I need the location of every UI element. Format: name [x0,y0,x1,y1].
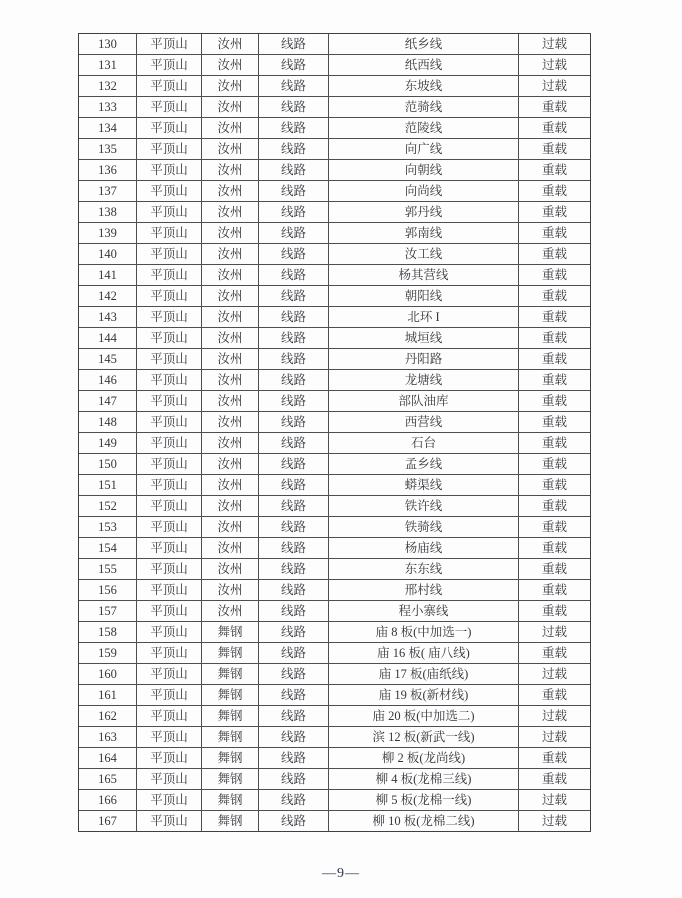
line-name-cell: 向广线 [329,139,519,160]
asset-type-cell: 线路 [259,181,329,202]
district-cell: 汝州 [202,76,259,97]
city-cell: 平顶山 [137,202,202,223]
row-number-cell: 141 [79,265,137,286]
district-cell: 汝州 [202,118,259,139]
line-name-cell: 滨 12 板(新武一线) [329,727,519,748]
city-cell: 平顶山 [137,97,202,118]
table-row [79,790,591,811]
row-number-cell: 164 [79,748,137,769]
asset-type-cell: 线路 [259,34,329,55]
table-row [79,391,591,412]
row-number-cell: 132 [79,76,137,97]
district-cell: 汝州 [202,34,259,55]
table-row [79,811,591,832]
city-cell: 平顶山 [137,517,202,538]
table-row [79,76,591,97]
district-cell: 舞钢 [202,811,259,832]
row-number-cell: 149 [79,433,137,454]
load-status-cell: 重载 [519,265,591,286]
line-name-cell: 铁骑线 [329,517,519,538]
table-row [79,139,591,160]
row-number-cell: 152 [79,496,137,517]
line-name-cell: 杨其营线 [329,265,519,286]
district-cell: 舞钢 [202,727,259,748]
table-row [79,622,591,643]
city-cell: 平顶山 [137,580,202,601]
asset-type-cell: 线路 [259,664,329,685]
city-cell: 平顶山 [137,55,202,76]
table-row [79,580,591,601]
table-row [79,370,591,391]
row-number-cell: 150 [79,454,137,475]
asset-type-cell: 线路 [259,139,329,160]
load-status-cell: 重载 [519,307,591,328]
city-cell: 平顶山 [137,76,202,97]
asset-type-cell: 线路 [259,685,329,706]
line-name-cell: 龙塘线 [329,370,519,391]
table-row [79,601,591,622]
asset-type-cell: 线路 [259,622,329,643]
row-number-cell: 139 [79,223,137,244]
page-number: —9— [322,866,360,881]
asset-type-cell: 线路 [259,580,329,601]
line-name-cell: 庙 16 板( 庙八线) [329,643,519,664]
load-status-cell: 重载 [519,454,591,475]
line-name-cell: 柳 4 板(龙棉三线) [329,769,519,790]
city-cell: 平顶山 [137,538,202,559]
asset-type-cell: 线路 [259,538,329,559]
line-name-cell: 杨庙线 [329,538,519,559]
table-row [79,118,591,139]
row-number-cell: 145 [79,349,137,370]
row-number-cell: 159 [79,643,137,664]
load-status-cell: 过载 [519,34,591,55]
asset-type-cell: 线路 [259,202,329,223]
district-cell: 汝州 [202,580,259,601]
city-cell: 平顶山 [137,727,202,748]
asset-type-cell: 线路 [259,517,329,538]
row-number-cell: 140 [79,244,137,265]
district-cell: 汝州 [202,265,259,286]
city-cell: 平顶山 [137,496,202,517]
table-row [79,412,591,433]
load-status-cell: 重载 [519,748,591,769]
district-cell: 汝州 [202,202,259,223]
line-name-cell: 庙 8 板(中加选一) [329,622,519,643]
row-number-cell: 151 [79,475,137,496]
row-number-cell: 163 [79,727,137,748]
load-status-cell: 重载 [519,538,591,559]
load-status-cell: 重载 [519,160,591,181]
district-cell: 汝州 [202,433,259,454]
city-cell: 平顶山 [137,370,202,391]
load-status-cell: 过载 [519,706,591,727]
city-cell: 平顶山 [137,328,202,349]
table-row [79,286,591,307]
row-number-cell: 131 [79,55,137,76]
district-cell: 舞钢 [202,685,259,706]
city-cell: 平顶山 [137,559,202,580]
city-cell: 平顶山 [137,307,202,328]
city-cell: 平顶山 [137,139,202,160]
table-row [79,538,591,559]
district-cell: 汝州 [202,286,259,307]
line-name-cell: 纸乡线 [329,34,519,55]
load-status-cell: 过载 [519,55,591,76]
line-name-cell: 向尚线 [329,181,519,202]
row-number-cell: 142 [79,286,137,307]
table-row [79,706,591,727]
load-status-cell: 重载 [519,769,591,790]
row-number-cell: 133 [79,97,137,118]
district-cell: 舞钢 [202,643,259,664]
load-status-cell: 重载 [519,97,591,118]
row-number-cell: 153 [79,517,137,538]
line-name-cell: 西营线 [329,412,519,433]
table-row [79,34,591,55]
asset-type-cell: 线路 [259,433,329,454]
load-status-cell: 过载 [519,727,591,748]
table-row [79,727,591,748]
district-cell: 舞钢 [202,706,259,727]
load-status-cell: 重载 [519,244,591,265]
load-status-cell: 重载 [519,559,591,580]
asset-type-cell: 线路 [259,97,329,118]
line-name-cell: 邢村线 [329,580,519,601]
district-cell: 汝州 [202,160,259,181]
line-name-cell: 庙 17 板(庙纸线) [329,664,519,685]
city-cell: 平顶山 [137,664,202,685]
table-row [79,433,591,454]
district-cell: 汝州 [202,559,259,580]
load-status-cell: 重载 [519,601,591,622]
line-name-cell: 庙 19 板(新材线) [329,685,519,706]
city-cell: 平顶山 [137,622,202,643]
row-number-cell: 162 [79,706,137,727]
line-name-cell: 石台 [329,433,519,454]
asset-type-cell: 线路 [259,790,329,811]
row-number-cell: 148 [79,412,137,433]
asset-type-cell: 线路 [259,307,329,328]
row-number-cell: 143 [79,307,137,328]
district-cell: 汝州 [202,475,259,496]
line-name-cell: 纸西线 [329,55,519,76]
asset-type-cell: 线路 [259,328,329,349]
table-row [79,496,591,517]
table-row [79,349,591,370]
line-name-cell: 东坡线 [329,76,519,97]
line-name-cell: 孟乡线 [329,454,519,475]
district-cell: 舞钢 [202,622,259,643]
district-cell: 汝州 [202,307,259,328]
city-cell: 平顶山 [137,433,202,454]
row-number-cell: 136 [79,160,137,181]
city-cell: 平顶山 [137,475,202,496]
load-status-cell: 重载 [519,370,591,391]
city-cell: 平顶山 [137,286,202,307]
asset-type-cell: 线路 [259,475,329,496]
city-cell: 平顶山 [137,685,202,706]
table-row [79,265,591,286]
district-cell: 汝州 [202,97,259,118]
load-status-cell: 重载 [519,391,591,412]
load-status-cell: 重载 [519,496,591,517]
district-cell: 汝州 [202,538,259,559]
table-row [79,55,591,76]
line-name-cell: 程小寨线 [329,601,519,622]
load-status-cell: 重载 [519,118,591,139]
row-number-cell: 165 [79,769,137,790]
line-name-cell: 铁许线 [329,496,519,517]
table-row [79,475,591,496]
load-status-cell: 重载 [519,328,591,349]
load-status-cell: 重载 [519,139,591,160]
city-cell: 平顶山 [137,349,202,370]
row-number-cell: 134 [79,118,137,139]
row-number-cell: 157 [79,601,137,622]
district-cell: 汝州 [202,391,259,412]
row-number-cell: 161 [79,685,137,706]
district-cell: 汝州 [202,454,259,475]
line-name-cell: 郭丹线 [329,202,519,223]
load-status-cell: 重载 [519,412,591,433]
district-cell: 汝州 [202,181,259,202]
table-row [79,454,591,475]
asset-type-cell: 线路 [259,349,329,370]
district-cell: 舞钢 [202,748,259,769]
city-cell: 平顶山 [137,223,202,244]
line-name-cell: 蟒渠线 [329,475,519,496]
district-cell: 汝州 [202,370,259,391]
line-name-cell: 向朝线 [329,160,519,181]
line-name-cell: 朝阳线 [329,286,519,307]
table-row [79,97,591,118]
line-name-cell: 郭南线 [329,223,519,244]
table-row [79,664,591,685]
district-cell: 汝州 [202,349,259,370]
asset-type-cell: 线路 [259,559,329,580]
city-cell: 平顶山 [137,769,202,790]
table-row [79,202,591,223]
load-status-cell: 重载 [519,517,591,538]
city-cell: 平顶山 [137,643,202,664]
city-cell: 平顶山 [137,412,202,433]
district-cell: 汝州 [202,328,259,349]
table-row [79,643,591,664]
asset-type-cell: 线路 [259,286,329,307]
row-number-cell: 137 [79,181,137,202]
district-cell: 汝州 [202,496,259,517]
table-row [79,559,591,580]
city-cell: 平顶山 [137,160,202,181]
district-cell: 汝州 [202,601,259,622]
city-cell: 平顶山 [137,811,202,832]
asset-type-cell: 线路 [259,454,329,475]
table-row [79,223,591,244]
line-name-cell: 汝工线 [329,244,519,265]
table-row [79,517,591,538]
row-number-cell: 144 [79,328,137,349]
table-body [79,34,591,832]
table-row [79,769,591,790]
asset-type-cell: 线路 [259,748,329,769]
load-status-cell: 重载 [519,433,591,454]
line-name-cell: 柳 2 板(龙尚线) [329,748,519,769]
load-status-cell: 过载 [519,811,591,832]
line-name-cell: 范骑线 [329,97,519,118]
load-status-cell: 过载 [519,76,591,97]
city-cell: 平顶山 [137,118,202,139]
table-row [79,181,591,202]
district-cell: 汝州 [202,223,259,244]
row-number-cell: 130 [79,34,137,55]
line-name-cell: 范陵线 [329,118,519,139]
city-cell: 平顶山 [137,181,202,202]
load-status-cell: 重载 [519,202,591,223]
city-cell: 平顶山 [137,790,202,811]
asset-type-cell: 线路 [259,706,329,727]
row-number-cell: 158 [79,622,137,643]
asset-type-cell: 线路 [259,412,329,433]
row-number-cell: 138 [79,202,137,223]
load-status-cell: 过载 [519,790,591,811]
line-name-cell: 城垣线 [329,328,519,349]
city-cell: 平顶山 [137,391,202,412]
asset-type-cell: 线路 [259,391,329,412]
table-row [79,685,591,706]
asset-type-cell: 线路 [259,643,329,664]
asset-type-cell: 线路 [259,370,329,391]
city-cell: 平顶山 [137,706,202,727]
district-cell: 舞钢 [202,790,259,811]
load-status-cell: 重载 [519,181,591,202]
asset-type-cell: 线路 [259,811,329,832]
row-number-cell: 167 [79,811,137,832]
table-row [79,307,591,328]
asset-type-cell: 线路 [259,118,329,139]
asset-type-cell: 线路 [259,223,329,244]
table-row [79,160,591,181]
row-number-cell: 160 [79,664,137,685]
row-number-cell: 135 [79,139,137,160]
city-cell: 平顶山 [137,34,202,55]
city-cell: 平顶山 [137,601,202,622]
city-cell: 平顶山 [137,265,202,286]
asset-type-cell: 线路 [259,265,329,286]
asset-type-cell: 线路 [259,496,329,517]
table-row [79,328,591,349]
line-name-cell: 柳 5 板(龙棉一线) [329,790,519,811]
district-cell: 汝州 [202,244,259,265]
asset-type-cell: 线路 [259,160,329,181]
asset-type-cell: 线路 [259,769,329,790]
asset-type-cell: 线路 [259,76,329,97]
district-cell: 汝州 [202,139,259,160]
load-status-cell: 重载 [519,349,591,370]
line-load-table [78,33,591,832]
district-cell: 舞钢 [202,664,259,685]
table-row [79,748,591,769]
district-cell: 汝州 [202,55,259,76]
line-name-cell: 部队油库 [329,391,519,412]
load-status-cell: 过载 [519,622,591,643]
line-name-cell: 庙 20 板(中加选二) [329,706,519,727]
city-cell: 平顶山 [137,244,202,265]
line-name-cell: 丹阳路 [329,349,519,370]
city-cell: 平顶山 [137,454,202,475]
load-status-cell: 重载 [519,685,591,706]
line-name-cell: 北环 I [329,307,519,328]
row-number-cell: 156 [79,580,137,601]
row-number-cell: 147 [79,391,137,412]
load-status-cell: 重载 [519,223,591,244]
row-number-cell: 146 [79,370,137,391]
line-name-cell: 东东线 [329,559,519,580]
load-status-cell: 重载 [519,475,591,496]
row-number-cell: 155 [79,559,137,580]
load-status-cell: 重载 [519,286,591,307]
district-cell: 汝州 [202,517,259,538]
load-status-cell: 过载 [519,664,591,685]
asset-type-cell: 线路 [259,55,329,76]
row-number-cell: 166 [79,790,137,811]
asset-type-cell: 线路 [259,601,329,622]
district-cell: 舞钢 [202,769,259,790]
district-cell: 汝州 [202,412,259,433]
asset-type-cell: 线路 [259,244,329,265]
row-number-cell: 154 [79,538,137,559]
table-row [79,244,591,265]
asset-type-cell: 线路 [259,727,329,748]
load-status-cell: 重载 [519,580,591,601]
load-status-cell: 重载 [519,643,591,664]
line-name-cell: 柳 10 板(龙棉二线) [329,811,519,832]
city-cell: 平顶山 [137,748,202,769]
